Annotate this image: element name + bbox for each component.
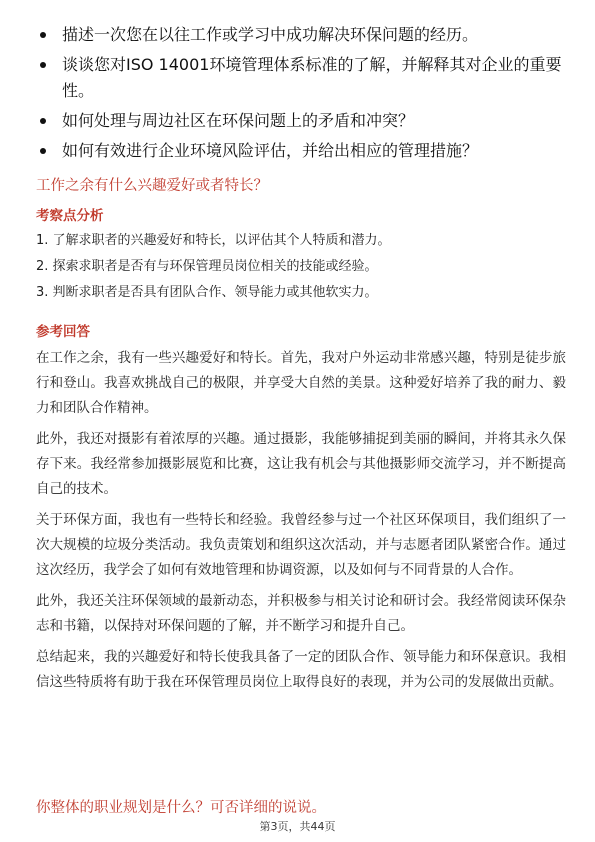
question-text: 描述一次您在以往工作或学习中成功解决环保问题的经历。 — [62, 25, 479, 44]
question-heading: 工作之余有什么兴趣爱好或者特长？ — [36, 178, 268, 194]
question-text: 如何有效进行企业环境风险评估，并给出相应的管理措施？ — [62, 141, 479, 160]
bullet-dot-icon — [40, 148, 46, 154]
answer-paragraph: 关于环保方面，我也有一些特长和经验。我曾经参与过一个社区环保项目，我们组织了一次大规模的垃圾分类活动。我负责策划和组织这次活动，并与志愿者团队紧密合作。通过这次经历，我学会了如何有效地管理和协调资源，以及如何与不同背景的人合作。 — [36, 512, 566, 578]
next-question-heading: 你整体的职业规划是什么？可否详细的说说。 — [36, 800, 326, 816]
analysis-list — [36, 232, 564, 310]
answer-body — [36, 346, 566, 701]
list-item: 3. 判断求职者是否具有团队合作、领导能力或其他软实力。 — [36, 285, 378, 300]
list-item: 1. 了解求职者的兴趣爱好和特长，以评估其个人特质和潜力。 — [36, 233, 391, 248]
list-item — [36, 108, 564, 134]
question-text: 如何处理与周边社区在环保问题上的矛盾和冲突？ — [62, 111, 415, 130]
answer-paragraph: 此外，我还关注环保领域的最新动态，并积极参与相关讨论和研讨会。我经常阅读环保杂志和书籍，以保持对环保问题的了解，并不断学习和提升自己。 — [36, 593, 566, 634]
list-item: 2. 探索求职者是否有与环保管理员岗位相关的技能或经验。 — [36, 259, 378, 274]
question-text: 谈谈您对ISO 14001环境管理体系标准的了解，并解释其对企业的重要性。 — [62, 55, 562, 100]
list-item — [36, 138, 564, 164]
previous-question-list — [36, 22, 564, 168]
answer-heading: 参考回答 — [36, 324, 90, 340]
bullet-dot-icon — [40, 118, 46, 124]
bullet-dot-icon — [40, 32, 46, 38]
bullet-dot-icon — [40, 62, 46, 68]
answer-paragraph: 此外，我还对摄影有着浓厚的兴趣。通过摄影，我能够捕捉到美丽的瞬间，并将其永久保存下来。我经常参加摄影展览和比赛，这让我有机会与其他摄影师交流学习，并不断提高自己的技术。 — [36, 431, 566, 497]
page-footer: 第3页，共44页 — [259, 820, 336, 833]
answer-paragraph: 在工作之余，我有一些兴趣爱好和特长。首先，我对户外运动非常感兴趣，特别是徒步旅行和登山。我喜欢挑战自己的极限，并享受大自然的美景。这种爱好培养了我的耐力、毅力和团队合作精神。 — [36, 350, 566, 416]
list-item — [36, 52, 564, 104]
analysis-heading: 考察点分析 — [36, 208, 104, 224]
answer-paragraph: 总结起来，我的兴趣爱好和特长使我具备了一定的团队合作、领导能力和环保意识。我相信这些特质将有助于我在环保管理员岗位上取得良好的表现，并为公司的发展做出贡献。 — [36, 649, 566, 690]
list-item — [36, 22, 564, 48]
